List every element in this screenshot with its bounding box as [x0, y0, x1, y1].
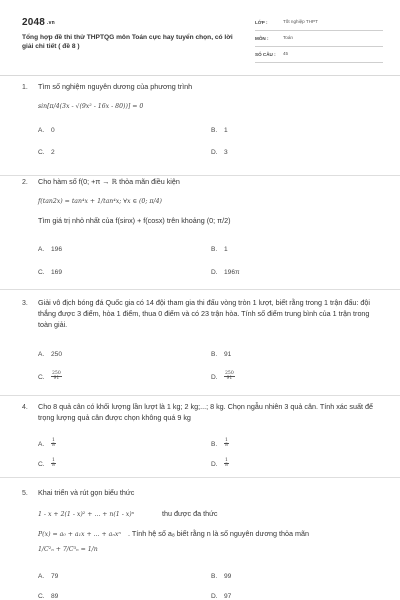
- question-formula: f(tan2x) = tan⁴x + 1/tan⁴x; ∀x ∈ (0; π/4): [38, 198, 162, 205]
- question-formula: sin[π/4(3x - √(9x² - 16x - 80))] = 0: [38, 103, 144, 110]
- option-fraction: $\frac{250}{91}$: [225, 371, 234, 382]
- question-text: Cho 8 quả cân có khối lượng lần lượt là 1 kg; 2 kg;...; 8 kg. Chọn ngẫu nhiên 3 quả cân. Tính xác suất để trọng lượng quả cân được chọn không quá 9 kg: [38, 402, 373, 422]
- question-formula: 1 - x + 2(1 - x)² + ... + n(1 - x)ⁿ: [38, 511, 135, 518]
- option-d[interactable]: D. 97: [211, 593, 232, 600]
- meta-class-label: LỚP :: [255, 20, 268, 25]
- question-text: Tìm số nghiệm nguyên dương của phương trình: [38, 82, 193, 91]
- document-header: [0, 0, 400, 76]
- option-a[interactable]: A. 79: [38, 573, 59, 580]
- question-text-2: . Tính hệ số a₈ biết rằng n là số nguyên dương thỏa mãn: [128, 529, 309, 538]
- question-text: Giải vô địch bóng đá Quốc gia có 14 đội tham gia thi đấu vòng tròn 1 lượt, biết rằng trong 1 trận đấu: đội thắng được 3 điểm, hòa 1 điểm, thua 0 điểm và có 23 trận hòa. Tính số điểm trung bình của 1 trận trong toàn giải.: [38, 298, 370, 329]
- question-number: 5.: [22, 490, 28, 497]
- option-a[interactable]: A. 196: [38, 246, 63, 253]
- question-number: 2.: [22, 179, 28, 186]
- option-b[interactable]: B. $\frac{1}{8}$: [211, 438, 228, 449]
- option-c[interactable]: C. $\frac{1}{8}$: [38, 458, 55, 469]
- meta-class-value: Tốt nghiệp THPT: [283, 19, 318, 24]
- option-b[interactable]: B. 91: [211, 351, 232, 358]
- question-4: [0, 396, 400, 478]
- document-meta: [255, 17, 383, 65]
- option-a[interactable]: A. 250: [38, 351, 63, 358]
- meta-subject-label: MÔN :: [255, 36, 269, 41]
- option-fraction: $\frac{1}{8}$: [52, 458, 55, 469]
- option-c[interactable]: C. 169: [38, 269, 63, 276]
- option-b[interactable]: B. 1: [211, 246, 228, 253]
- option-c[interactable]: C. 89: [38, 593, 59, 600]
- question-3: [0, 290, 400, 396]
- question-text-2: Tìm giá trị nhỏ nhất của f(sinx) + f(cosx) trên khoảng (0; π/2): [38, 216, 231, 225]
- question-formula-tail: thu được đa thức: [162, 509, 218, 518]
- site-logo[interactable]: 2048 .vn: [22, 17, 55, 28]
- option-c[interactable]: C. 2: [38, 149, 55, 156]
- question-formula-2: P(x) = a₀ + a₁x + ... + aₙxⁿ: [38, 531, 121, 538]
- option-fraction: $\frac{1}{8}$: [52, 438, 55, 449]
- question-text: Cho hàm số f(0; +π → ℝ thỏa mãn điều kiện: [38, 177, 180, 186]
- question-1: [0, 76, 400, 176]
- option-b[interactable]: B. 1: [211, 127, 228, 134]
- meta-count-row: [255, 49, 383, 63]
- option-a[interactable]: A. 0: [38, 127, 55, 134]
- question-5: [0, 478, 400, 600]
- option-d[interactable]: D. 196π: [211, 269, 240, 276]
- question-number: 1.: [22, 84, 28, 91]
- meta-subject-value: Toán: [283, 35, 293, 40]
- document-title: Tổng hợp đề thi thử THPTQG môn Toán cực hay tuyển chọn, có lời giải chi tiết ( đề 8 ): [22, 34, 233, 50]
- option-b[interactable]: B. 99: [211, 573, 232, 580]
- question-2: [0, 176, 400, 290]
- option-d[interactable]: D. 3: [211, 149, 228, 156]
- meta-class-row: [255, 17, 383, 31]
- option-a[interactable]: A. $\frac{1}{8}$: [38, 438, 55, 449]
- option-d[interactable]: D. $\frac{1}{8}$: [211, 458, 228, 469]
- meta-count-value: 45: [283, 51, 289, 56]
- meta-count-label: SỐ CÂU :: [255, 52, 276, 57]
- question-formula-3: 1/C²ₙ + 7/C³ₙ = 1/n: [38, 546, 98, 553]
- meta-subject-row: [255, 33, 383, 47]
- option-fraction: $\frac{1}{8}$: [225, 458, 228, 469]
- question-text: Khai triển và rút gọn biểu thức: [38, 488, 135, 497]
- question-number: 4.: [22, 404, 28, 411]
- question-number: 3.: [22, 300, 28, 307]
- option-d[interactable]: D. $\frac{250}{91}$: [211, 371, 234, 382]
- option-fraction: $\frac{1}{8}$: [225, 438, 228, 449]
- option-fraction: $\frac{250}{91}$: [52, 371, 61, 382]
- option-c[interactable]: C. $\frac{250}{91}$: [38, 371, 61, 382]
